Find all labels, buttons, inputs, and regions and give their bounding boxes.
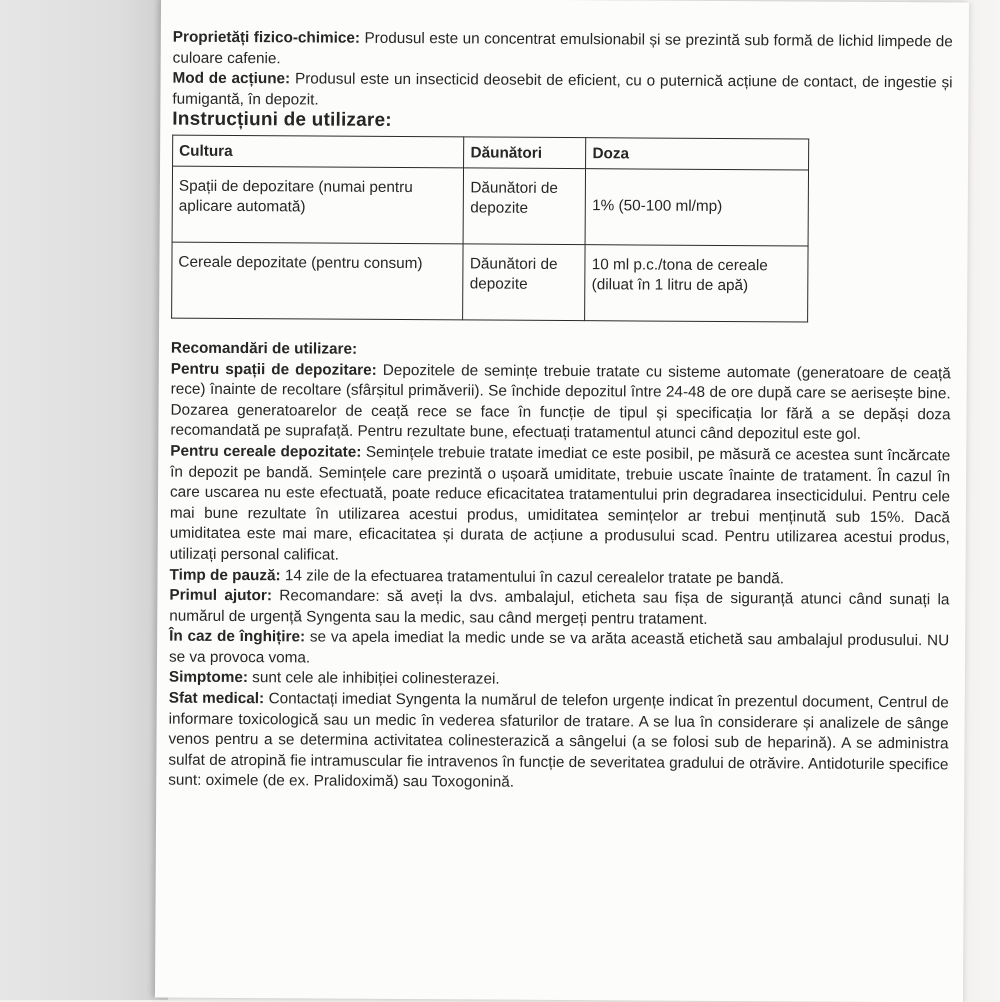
properties-paragraph (173, 28, 953, 74)
usage-table (171, 135, 809, 323)
mode-label: Mod de acțiune: (172, 69, 291, 88)
table-cell-dose: 10 ml p.c./tona de cereale (diluat în 1 litru de apă) (585, 245, 808, 322)
table-cell-culture: Cereale depozitate (pentru consum) (172, 242, 464, 320)
swallow-paragraph (169, 627, 949, 673)
properties-label: Proprietăți fizico-chimice: (172, 28, 361, 47)
first-aid-paragraph (169, 586, 949, 632)
swallow-text: se va apela imediat la medic unde se va arăta această etichetă sau ambalajul produsului. NU se va provoca voma. (168, 628, 950, 667)
properties-text: Produsul este un concentrat emulsionabil și se prezintă sub formă de lichid limpede de culoare cafenie. (172, 29, 953, 67)
label-content (168, 28, 953, 797)
background-left (0, 0, 168, 1000)
symptoms-text: sunt cele ale inhibiției colinesterazei. (252, 669, 500, 689)
symptoms-label: Simptome: (168, 669, 249, 687)
spaces-text: Depozitele de semințe trebuie tratate cu sisteme automate (generatoare de ceață rece) înainte de recoltare (sfârșitul primăverii). Se închide depozitul între 24-48 de ore după care se aerisește bine. Dozarea generatoarelor de ceață rece se face în funcție de tipul și specificația lor fără a se depăși doza recomandată pe suprafață. Pentru rezultate bune, efectuați tratamentul atunci când depozitul este gol. (170, 361, 951, 444)
spaces-label: Pentru spații de depozitare: (170, 360, 377, 379)
table-header-dose: Doza (586, 138, 809, 170)
table-header-row (173, 135, 809, 170)
mode-text: Produsul este un insecticid deosebit de eficient, cu o puternică acțiune de contact, de ingestie și fumigantă, în depozit. (172, 70, 953, 109)
table-row (172, 242, 808, 322)
table-cell-pests: Dăunători de depozite (464, 168, 586, 245)
medical-text: Contactați imediat Syngenta la numărul de telefon urgențe indicat în prezentul document, Centrul de informare toxicologică sau un medic în vederea sfaturilor de tratare. A se lua în considerare și analizele de sânge venos pentru a se determina activitatea colinesterazică a sângelui (a se folosi sub de heparină). A se administra sulfat de atropină fie intramuscular fie intravenos în funcție de severitatea gradului de otrăvire. Antidoturile specifice sunt: oximele (de ex. Pralidoximă) sau Toxogonină. (168, 690, 949, 792)
medical-label: Sfat medical: (168, 689, 265, 708)
cereals-text: Semințele trebuie tratate imediat ce este posibil, pe măsură ce acestea sunt încărcate în depozit pe bandă. Semințele care prezintă o ușoară umiditate, trebuie uscate înainte de tratament. În cazul în care uscarea nu este efectuată, poate reduce eficacitatea tratamentului prin degradarea insecticidului. Pentru cele mai bune rezultate în utilizarea acestui produs, umiditatea semințelor ar trebui menținută sub 15%. Dacă umiditatea este mai mare, eficacitatea și durata de acțiune a produsului scad. Pentru utilizarea acestui produs, utilizați personal calificat. (169, 443, 951, 564)
swallow-label: În caz de înghițire: (169, 627, 306, 646)
cereals-paragraph (170, 442, 951, 570)
table-cell-pests: Dăunători de depozite (463, 244, 585, 321)
spaces-paragraph (170, 359, 950, 446)
pause-text: 14 zile de la efectuarea tratamentului în cazul cerealelor tratate pe bandă. (284, 566, 785, 587)
first-aid-label: Primul ajutor: (169, 586, 273, 605)
table-cell-culture: Spații de depozitare (numai pentru aplicare automată) (172, 166, 464, 244)
cereals-label: Pentru cereale depozitate: (170, 442, 362, 461)
medical-paragraph (168, 689, 949, 797)
recommendations-title: Recomandări de utilizare: (170, 339, 358, 358)
instructions-title: Instrucțiuni de utilizare: (172, 108, 392, 132)
first-aid-text: Recomandare: să aveți la dvs. ambalajul, eticheta sau fișa de siguranță atunci când sunați la numărul de urgență Syngenta sau la medic, sau când mergeți pentru tratament. (169, 587, 950, 628)
table-cell-dose: 1% (50-100 ml/mp) (585, 169, 808, 246)
mode-paragraph (172, 69, 952, 115)
pause-label: Timp de pauză: (169, 566, 281, 584)
table-header-culture: Cultura (173, 135, 465, 168)
product-label (155, 0, 969, 1002)
table-row (172, 166, 808, 246)
table-header-pests: Dăunători (464, 137, 586, 169)
